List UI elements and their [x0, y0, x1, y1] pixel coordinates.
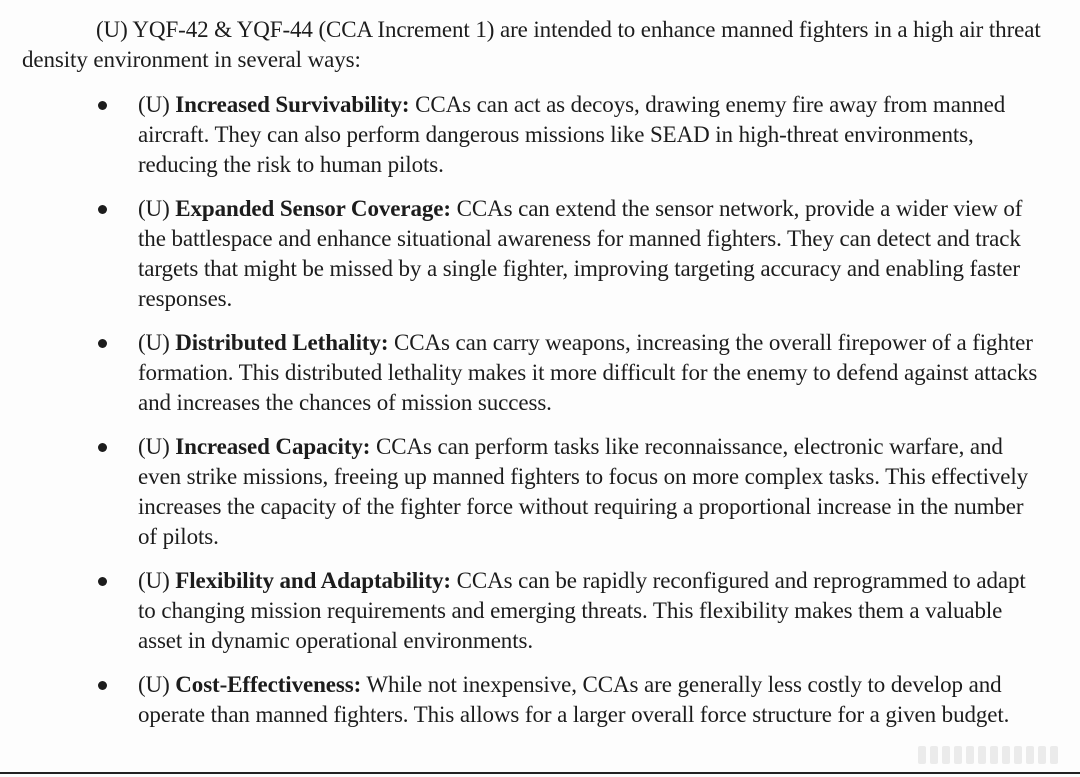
bullet-icon — [98, 681, 107, 690]
classification-mark: (U) — [138, 330, 176, 355]
item-heading: Expanded Sensor Coverage: — [175, 196, 451, 221]
list-item — [0, 566, 1080, 656]
list-item — [0, 90, 1080, 180]
watermark — [918, 743, 1068, 767]
list-item — [0, 670, 1080, 730]
item-text: While not inexpensive, CCAs are generally less costly to develop and operate than manned fighters. This allows for a larger overall force structure for a given budget. — [138, 672, 1010, 727]
item-heading: Flexibility and Adaptability: — [175, 568, 451, 593]
bullet-icon — [98, 205, 107, 214]
watermark-icon — [978, 746, 986, 764]
item-heading: Increased Capacity: — [175, 434, 371, 459]
bullet-icon — [98, 577, 107, 586]
list-item — [0, 432, 1080, 552]
page-bottom-rule — [0, 772, 1080, 774]
watermark-icon — [930, 746, 938, 764]
bullet-icon — [98, 339, 107, 348]
item-heading: Distributed Lethality: — [175, 330, 389, 355]
watermark-icon — [1002, 746, 1010, 764]
watermark-icon — [966, 746, 974, 764]
list-item — [0, 328, 1080, 418]
item-heading: Cost-Effectiveness: — [175, 672, 362, 697]
benefit-list — [0, 90, 1080, 730]
item-text: CCAs can perform tasks like reconnaissance, electronic warfare, and even strike missions, freeing up manned fighters to focus on more complex tasks. This effectively increases the capacity of the fighter force without requiring a proportional increase in the number of pilots. — [138, 434, 1029, 549]
bullet-icon — [98, 101, 107, 110]
watermark-icon — [1038, 746, 1046, 764]
classification-mark: (U) — [138, 434, 176, 459]
watermark-icon — [990, 746, 998, 764]
bullet-icon — [98, 443, 107, 452]
watermark-icon — [954, 746, 962, 764]
item-text: CCAs can extend the sensor network, provide a wider view of the battlespace and enhance situational awareness for manned fighters. They can detect and track targets that might be missed by a single fighter, improving targeting accuracy and enabling faster responses. — [138, 196, 1023, 311]
item-text: CCAs can carry weapons, increasing the overall firepower of a fighter formation. This distributed lethality makes it more difficult for the enemy to defend against attacks and increases the chances of mission success. — [138, 330, 1038, 415]
watermark-icon — [1026, 746, 1034, 764]
item-text: CCAs can be rapidly reconfigured and reprogrammed to adapt to changing mission requirements and emerging threats. This flexibility makes them a valuable asset in dynamic operational environments. — [138, 568, 1026, 653]
item-heading: Increased Survivability: — [175, 92, 410, 117]
classification-mark: (U) — [138, 568, 176, 593]
watermark-icon — [1014, 746, 1022, 764]
watermark-icon — [942, 746, 950, 764]
classification-mark: (U) — [138, 196, 176, 221]
list-item — [0, 194, 1080, 314]
classification-mark: (U) — [138, 92, 176, 117]
intro-paragraph: (U) YQF-42 & YQF-44 (CCA Increment 1) are intended to enhance manned fighters in a high air threat density environment in several ways: — [22, 17, 1041, 72]
watermark-icon — [918, 746, 926, 764]
watermark-icon — [1050, 746, 1058, 764]
item-text: CCAs can act as decoys, drawing enemy fire away from manned aircraft. They can also perform dangerous missions like SEAD in high-threat environments, reducing the risk to human pilots. — [138, 92, 1006, 177]
classification-mark: (U) — [138, 672, 176, 697]
